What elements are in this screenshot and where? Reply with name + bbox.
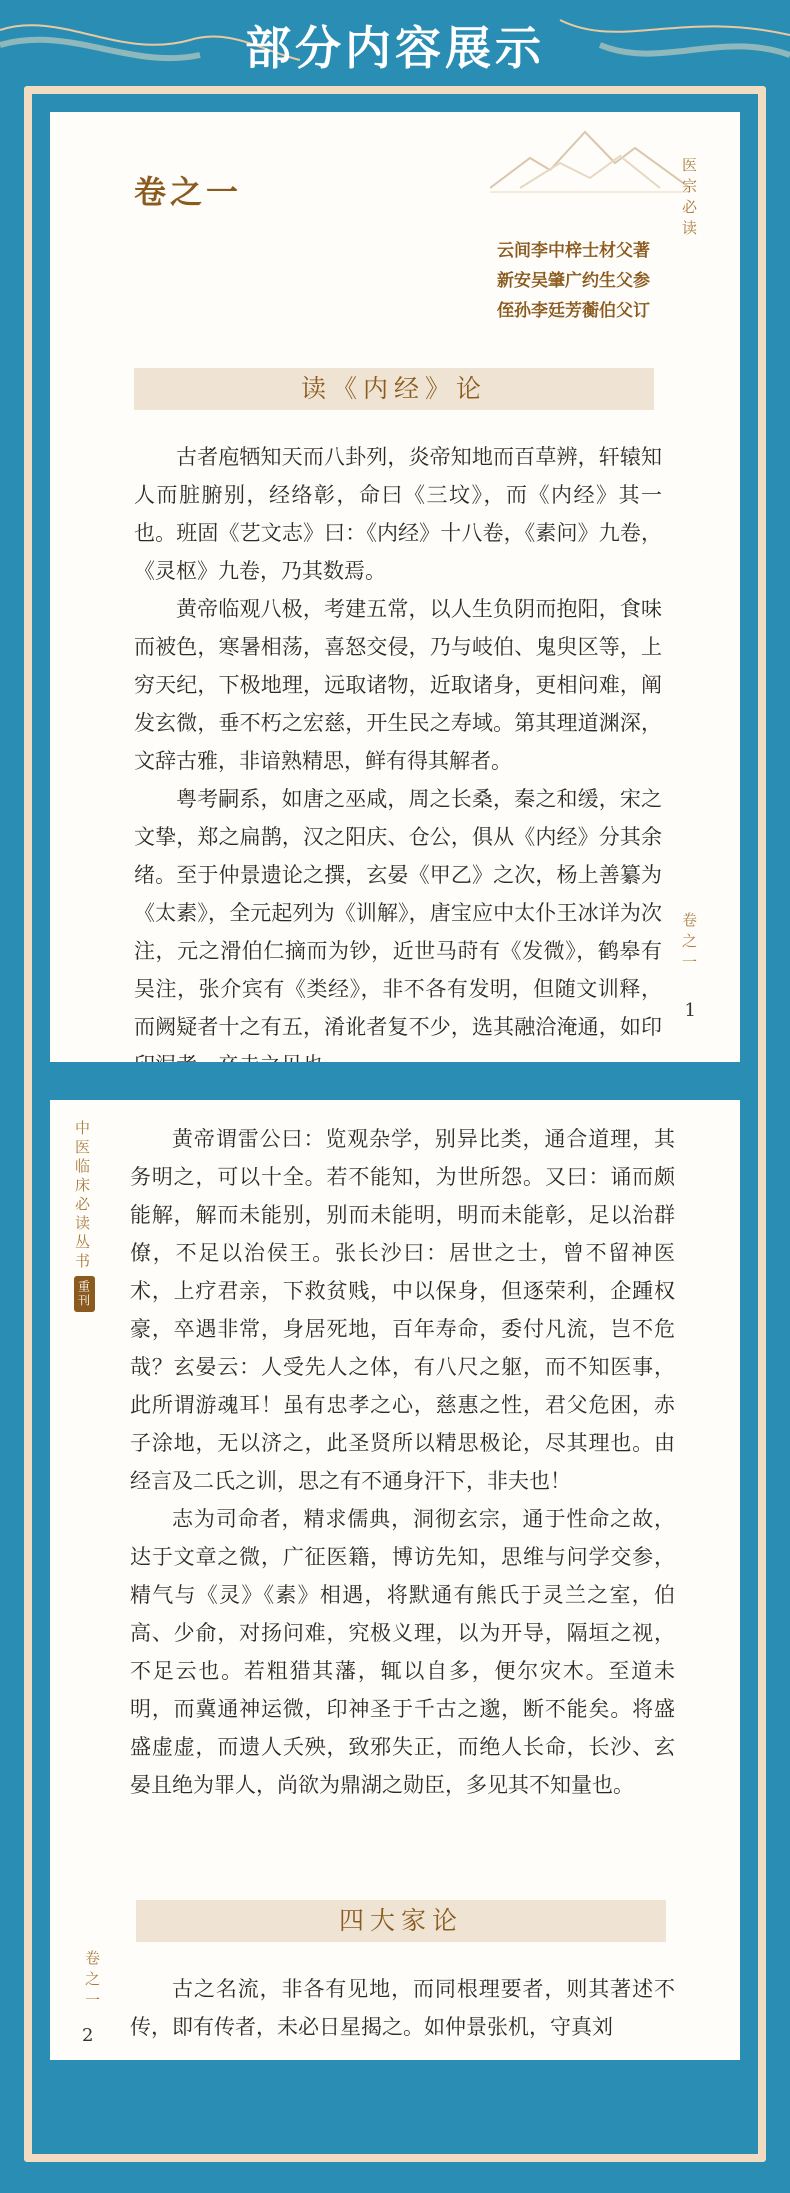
page-number: 1 [684, 1000, 696, 1021]
author-line: 云间李中梓士材父著 [497, 241, 650, 261]
book-page-1 [50, 112, 740, 1062]
body-text-2 [130, 1120, 675, 1804]
side-volume-label: 卷之一 [83, 1950, 101, 2013]
paragraph: 古者庖牺知天而八卦列，炎帝知地而百草辨，轩辕知人而脏腑别，经络彰，命曰《三坟》，而《内经》其一也。班固《艺文志》曰：《内经》十八卷，《素问》九卷，《灵枢》九卷，乃其数焉。 [134, 445, 662, 583]
mountain-icon [490, 118, 690, 198]
side-book-label: 医宗必读 [680, 157, 698, 241]
author-line: 侄孙李廷芳蘅伯父订 [497, 301, 650, 321]
section-title-1: 读《内经》论 [134, 368, 654, 410]
side-series-label: 中医临床必读丛书 [73, 1120, 91, 1272]
page-divider [50, 1062, 740, 1100]
section-title-2: 四大家论 [136, 1900, 666, 1942]
top-banner [0, 0, 790, 82]
reprint-badge: 重刊 [74, 1276, 95, 1312]
authors-block [497, 236, 650, 326]
banner-title: 部分内容展示 [245, 21, 545, 75]
paragraph: 黄帝谓雷公曰：览观杂学，别异比类，通合道理，其务明之，可以十全。若不能知，为世所怨。又曰：诵而颇能解，解而未能别，别而未能明，明而未能彰，足以治群僚，不足以治侯王。张长沙曰：居世之士，曾不留神医术，上疗君亲，下救贫贱，中以保身，但逐荣利，企踵权豪，卒遇非常，身居死地，百年寿命，委付凡流，岂不危哉？玄晏云：人受先人之体，有八尺之躯，而不知医事，此所谓游魂耳！虽有忠孝之心，慈惠之性，君父危困，赤子涂地，无以济之，此圣贤所以精思极论，尽其理也。由经言及二氏之训，思之有不通身汗下，非夫也！ [130, 1127, 675, 1493]
book-page-2 [50, 1100, 740, 2060]
paragraph: 古之名流，非各有见地，而同根理要者，则其著述不传，即有传者，未必日星揭之。如仲景张机，守真刘 [130, 1977, 675, 2039]
paragraph: 志为司命者，精求儒典，洞彻玄宗，通于性命之故，达于文章之微，广征医籍，博访先知，思维与问学交参，精气与《灵》《素》相遇，将默通有熊氏于灵兰之室，伯高、少俞，对扬问难，究极义理，以为开导，隔垣之视，不足云也。若粗猎其藩，辄以自多，便尔灾木。至道未明，而冀通神运微，印神圣于千古之邈，断不能矣。将盛盛虚虚，而遗人夭殃，致邪失正，而绝人长命，长沙、玄晏且绝为罪人，尚欲为鼎湖之勋臣，多见其不知量也。 [130, 1507, 675, 1797]
side-series-block [72, 1120, 96, 1316]
paragraph: 粤考嗣系，如唐之巫咸，周之长桑，秦之和缓，宋之文挚，郑之扁鹊，汉之阳庆、仓公，俱从《内经》分其余绪。至于仲景遗论之撰，玄晏《甲乙》之次，杨上善纂为《太素》，全元起列为《训解》，唐宝应中太仆王冰详为次注，元之滑伯仁摘而为钞，近世马莳有《发微》，鹤皋有吴注，张介宾有《类经》，非不各有发明，但随文训释，而阙疑者十之有五，淆讹者复不少，选其融洽淹通，如印 [134, 787, 662, 1039]
page-number: 2 [82, 2025, 94, 2046]
body-text-3 [130, 1970, 675, 2046]
author-line: 新安吴肇广约生父参 [497, 271, 650, 291]
paragraph: 黄帝临观八极，考建五常，以人生负阴而抱阳，食味而被色，寒暑相荡，喜怒交侵，乃与岐伯、鬼臾区等，上穷天纪，下极地理，远取诸物，近取诸身，更相问难，阐发玄微，垂不朽之宏慈，开生民之寿域。第其理道渊深，文辞古雅，非谙熟精思，鲜有得其解者。 [134, 597, 662, 773]
side-volume-label: 卷之一 [680, 912, 698, 975]
volume-title: 卷之一 [134, 173, 243, 211]
body-text-1 [134, 438, 662, 1084]
